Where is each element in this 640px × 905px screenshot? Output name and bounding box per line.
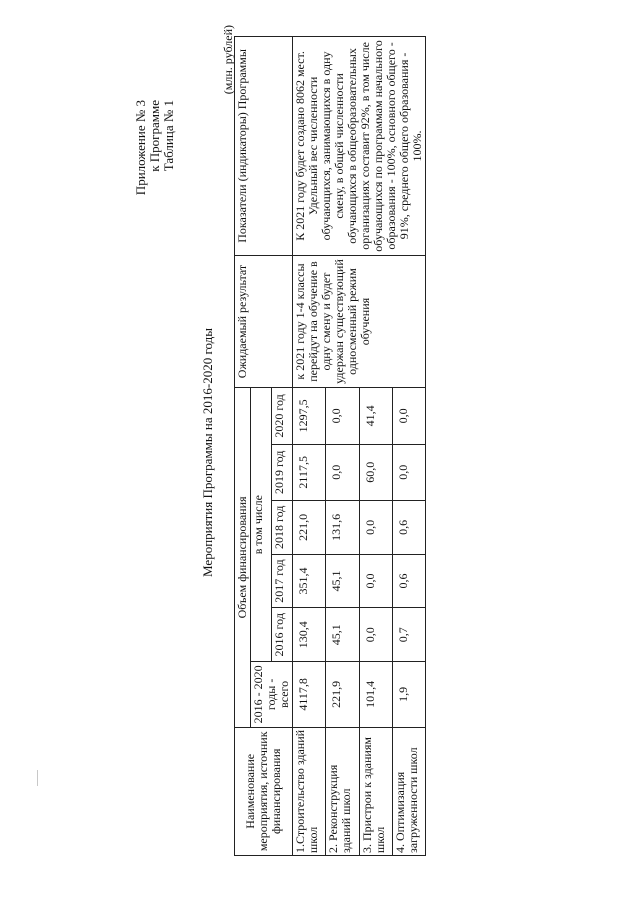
- row-name: 4. Оптимизация загруженности школ: [392, 727, 425, 855]
- table-header-row: [235, 37, 251, 856]
- expected-result: к 2021 году 1-4 классы перейдут на обучение в одну смену и будет удержан существующий односменный режим обучения: [293, 255, 426, 387]
- row-2020: 41,4: [359, 388, 392, 444]
- appendix-header: [134, 100, 176, 195]
- page-title: Мероприятия Программы на 2016-2020 годы: [200, 328, 215, 577]
- appendix-number: Приложение № 3: [133, 100, 148, 196]
- row-total: 1,9: [392, 662, 425, 728]
- header-total: [251, 662, 293, 728]
- row-2016: 45,1: [326, 608, 359, 662]
- row-2016: 0,7: [392, 608, 425, 662]
- header-result: Ожидаемый результат: [235, 255, 293, 387]
- row-total: 4117,8: [293, 662, 326, 728]
- appendix-table-number: Таблица № 1: [161, 100, 176, 172]
- header-indicators: Показатели (индикаторы) Программы: [235, 37, 293, 256]
- header-including: в том числе: [251, 388, 272, 662]
- row-2017: 351,4: [293, 554, 326, 608]
- row-2017: 0,0: [359, 554, 392, 608]
- row-total: 101,4: [359, 662, 392, 728]
- header-volume: Объем финансирования: [235, 388, 251, 727]
- row-total: 221,9: [326, 662, 359, 728]
- row-2020: 0,0: [326, 388, 359, 444]
- header-year-2017: 2017 год: [272, 554, 293, 608]
- units-label: (млн. рублей): [221, 25, 235, 95]
- row-2019: 2117,5: [293, 444, 326, 500]
- row-2018: 0,0: [359, 500, 392, 554]
- table-row: [293, 37, 326, 856]
- row-2016: 0,0: [359, 608, 392, 662]
- header-total-top: 2016 - 2020: [251, 665, 265, 724]
- program-measures-table: [234, 36, 426, 856]
- scan-mark: [37, 770, 38, 786]
- row-2018: 0,6: [392, 500, 425, 554]
- row-name: 1.Строительство зданий школ: [293, 727, 326, 855]
- row-2020: 1297,5: [293, 388, 326, 444]
- row-2017: 45,1: [326, 554, 359, 608]
- header-year-2018: 2018 год: [272, 500, 293, 554]
- header-year-2020: 2020 год: [272, 388, 293, 444]
- row-2019: 0,0: [326, 444, 359, 500]
- row-2018: 221,0: [293, 500, 326, 554]
- row-2016: 130,4: [293, 608, 326, 662]
- program-indicators: К 2021 году будет создано 8062 мест. Удельный вес численности обучающихся, занимающихся в одну смену, в общей численности обучающихся в общеобразовательных организациях составит 92%, в том числе обучающихся по программам начального образования - 100%, основного общего - 91%, среднего общего образования - 100%.: [293, 37, 426, 256]
- header-year-2016: 2016 год: [272, 608, 293, 662]
- header-total-bottom: годы - всего: [264, 678, 291, 711]
- row-2017: 0,6: [392, 554, 425, 608]
- appendix-program: к Программе: [147, 100, 162, 172]
- row-name: 3. Пристрои к зданиям школ: [359, 727, 392, 855]
- row-2020: 0,0: [392, 388, 425, 444]
- row-2019: 0,0: [392, 444, 425, 500]
- header-name: Наименование мероприятия, источник финансирования: [235, 727, 293, 855]
- row-name: 2. Реконструкция зданий школ: [326, 727, 359, 855]
- header-year-2019: 2019 год: [272, 444, 293, 500]
- row-2019: 60,0: [359, 444, 392, 500]
- row-2018: 131,6: [326, 500, 359, 554]
